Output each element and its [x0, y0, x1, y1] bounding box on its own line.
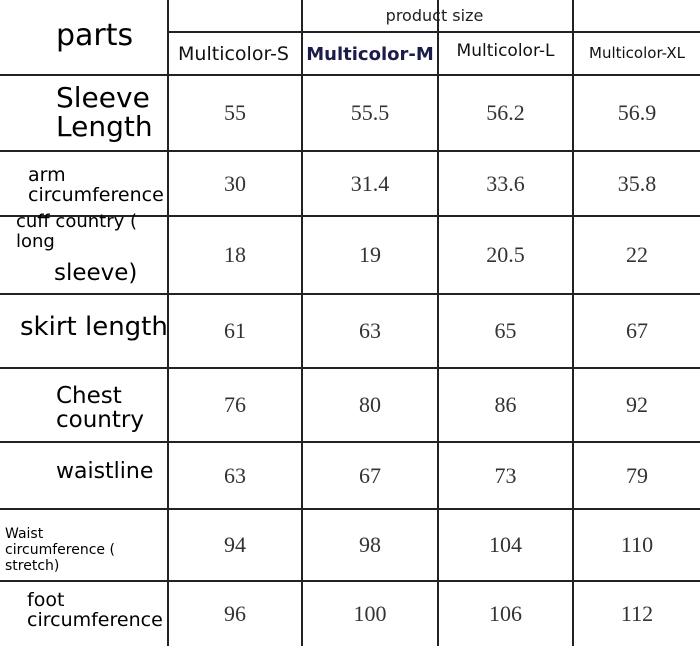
value-cell: 96 [224, 601, 246, 626]
value-cell: 19 [359, 242, 381, 267]
size-header-l: Multicolor-L [456, 41, 555, 61]
grid-line [167, 31, 700, 33]
value-cell: 31.4 [350, 170, 390, 196]
part-label: Waist circumference ( stretch) [5, 526, 115, 575]
value-cell: 106 [489, 601, 522, 626]
value-cell: 100 [353, 601, 387, 626]
value-cell: 98 [359, 532, 381, 557]
size-header-xl: Multicolor-XL [589, 44, 685, 62]
part-label: skirt length [20, 312, 168, 342]
value-cell: 55 [224, 100, 246, 125]
value-cell: 67 [359, 462, 381, 488]
product-size-header: product size [385, 5, 484, 25]
value-cell: 76 [224, 392, 246, 417]
value-cell: 63 [359, 318, 381, 343]
value-cell: 104 [489, 532, 522, 557]
value-cell: 33.6 [486, 170, 525, 196]
value-cell: 55.5 [350, 100, 390, 125]
part-label: Sleeve Length [56, 81, 153, 144]
value-cell: 56.2 [486, 100, 525, 125]
value-cell: 94 [224, 532, 246, 557]
part-label: arm circumference [28, 164, 164, 206]
value-cell: 112 [620, 601, 654, 626]
value-cell: 63 [224, 462, 246, 488]
value-cell: 35.8 [617, 170, 657, 196]
value-cell: 67 [626, 318, 648, 343]
value-cell: 86 [494, 392, 517, 417]
value-cell: 18 [224, 242, 246, 267]
value-cell: 110 [620, 532, 654, 557]
value-cell: 56.9 [617, 100, 657, 125]
value-cell: 80 [359, 392, 381, 417]
value-cell: 92 [626, 392, 648, 417]
part-label: Chest country [56, 383, 144, 434]
part-label: foot circumference [27, 589, 163, 631]
part-label: waistline [56, 459, 154, 484]
value-cell: 20.5 [486, 242, 525, 267]
part-label: cuff country ( long sleeve) [16, 211, 138, 286]
value-cell: 30 [224, 170, 246, 196]
parts-header: parts [56, 18, 134, 53]
value-cell: 22 [626, 242, 648, 267]
size-header-m: Multicolor-M [306, 43, 434, 65]
value-cell: 73 [494, 462, 517, 488]
value-cell: 79 [626, 462, 648, 488]
value-cell: 65 [494, 318, 517, 343]
size-header-s: Multicolor-S [178, 43, 289, 65]
value-cell: 61 [224, 318, 246, 343]
